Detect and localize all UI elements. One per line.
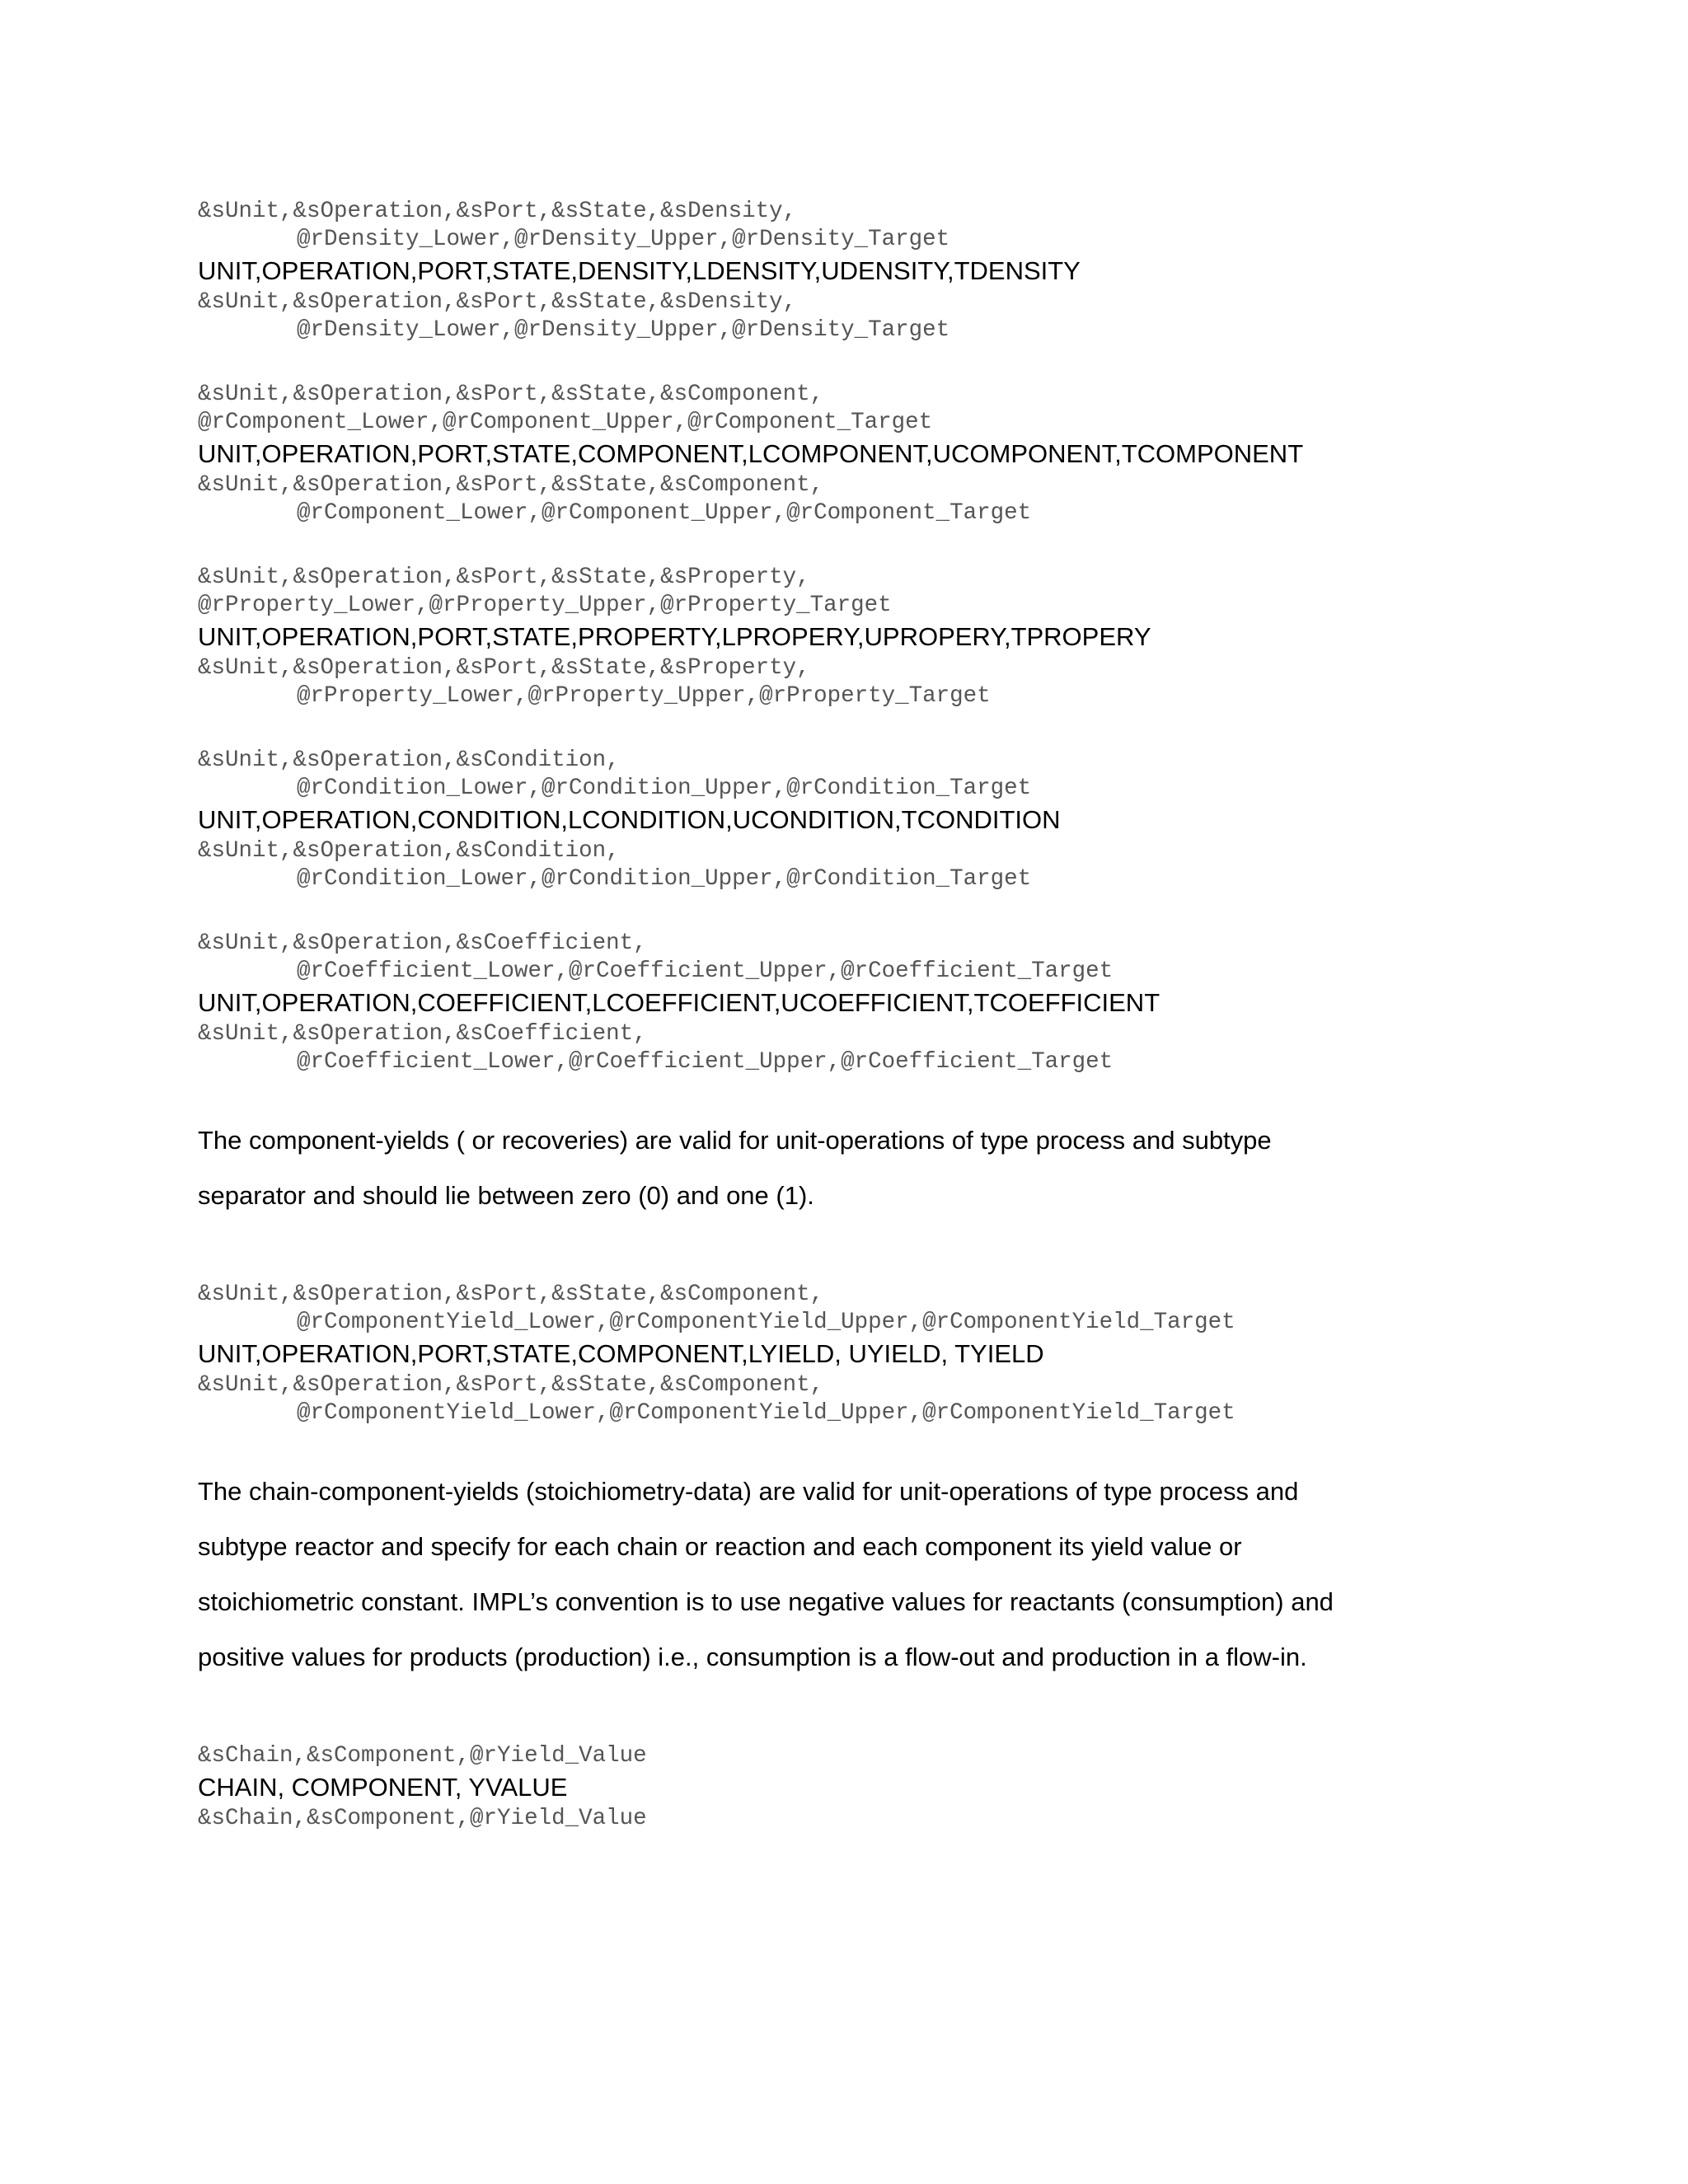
component-block bbox=[198, 381, 1484, 527]
code-line: &sUnit,&sOperation,&sCoefficient, bbox=[198, 930, 647, 956]
column-header: UNIT,OPERATION,CONDITION,LCONDITION,UCONDITION,TCONDITION bbox=[198, 805, 1061, 834]
code-line: @rComponent_Lower,@rComponent_Upper,@rComponent_Target bbox=[198, 410, 933, 435]
code-line: @rComponentYield_Lower,@rComponentYield_Upper,@rComponentYield_Target bbox=[297, 1400, 1236, 1426]
column-header: CHAIN, COMPONENT, YVALUE bbox=[198, 1773, 568, 1802]
code-line: &sUnit,&sOperation,&sPort,&sState,&sComponent, bbox=[198, 1282, 824, 1307]
property-block bbox=[198, 564, 1484, 710]
code-line: @rComponent_Lower,@rComponent_Upper,@rComponent_Target bbox=[297, 500, 1032, 526]
column-header: UNIT,OPERATION,PORT,STATE,COMPONENT,LYIELD, UYIELD, TYIELD bbox=[198, 1339, 1044, 1368]
code-line: @rProperty_Lower,@rProperty_Upper,@rProperty_Target bbox=[198, 593, 892, 618]
code-line: @rDensity_Lower,@rDensity_Upper,@rDensity_Target bbox=[297, 227, 950, 252]
code-line: &sUnit,&sOperation,&sPort,&sState,&sDensity, bbox=[198, 289, 797, 315]
code-line: &sUnit,&sOperation,&sCondition, bbox=[198, 838, 620, 864]
code-line: &sChain,&sComponent,@rYield_Value bbox=[198, 1743, 647, 1769]
code-line: &sUnit,&sOperation,&sPort,&sState,&sComponent, bbox=[198, 472, 824, 498]
code-line: &sUnit,&sOperation,&sPort,&sState,&sComponent, bbox=[198, 382, 824, 407]
coefficient-block bbox=[198, 930, 1484, 1076]
code-line: &sUnit,&sOperation,&sCondition, bbox=[198, 748, 620, 773]
code-line: @rComponentYield_Lower,@rComponentYield_Upper,@rComponentYield_Target bbox=[297, 1310, 1236, 1335]
density-block bbox=[198, 198, 1484, 344]
column-header: UNIT,OPERATION,PORT,STATE,DENSITY,LDENSITY,UDENSITY,TDENSITY bbox=[198, 256, 1081, 285]
code-line: @rProperty_Lower,@rProperty_Upper,@rProperty_Target bbox=[297, 683, 991, 709]
code-line: &sUnit,&sOperation,&sPort,&sState,&sDensity, bbox=[198, 199, 797, 224]
code-line: @rCondition_Lower,@rCondition_Upper,@rCondition_Target bbox=[297, 776, 1032, 801]
code-line: &sUnit,&sOperation,&sCoefficient, bbox=[198, 1021, 647, 1047]
code-line: @rCoefficient_Lower,@rCoefficient_Upper,@rCoefficient_Target bbox=[297, 1049, 1114, 1075]
code-line: &sChain,&sComponent,@rYield_Value bbox=[198, 1806, 647, 1831]
column-header: UNIT,OPERATION,COEFFICIENT,LCOEFFICIENT,UCOEFFICIENT,TCOEFFICIENT bbox=[198, 988, 1160, 1017]
paragraph-line: stoichiometric constant. IMPL’s convention is to use negative values for reactants (consumption) and bbox=[198, 1587, 1334, 1616]
code-line: &sUnit,&sOperation,&sPort,&sState,&sProperty, bbox=[198, 655, 810, 681]
chain-block bbox=[198, 1742, 1484, 1833]
paragraph-line: positive values for products (production) i.e., consumption is a flow-out and production in a flow-in. bbox=[198, 1643, 1307, 1671]
code-line: &sUnit,&sOperation,&sPort,&sState,&sProperty, bbox=[198, 565, 810, 590]
code-line: @rDensity_Lower,@rDensity_Upper,@rDensity_Target bbox=[297, 317, 950, 343]
chain-component-yields-paragraph bbox=[198, 1464, 1484, 1685]
component-yields-paragraph bbox=[198, 1113, 1484, 1223]
paragraph-line: The component-yields ( or recoveries) are valid for unit-operations of type process and subtype bbox=[198, 1126, 1272, 1155]
paragraph-line: subtype reactor and specify for each chain or reaction and each component its yield value or bbox=[198, 1532, 1242, 1561]
column-header: UNIT,OPERATION,PORT,STATE,PROPERTY,LPROPERY,UPROPERY,TPROPERY bbox=[198, 622, 1151, 651]
paragraph-line: The chain-component-yields (stoichiometry-data) are valid for unit-operations of type process and bbox=[198, 1477, 1299, 1506]
code-line: &sUnit,&sOperation,&sPort,&sState,&sComponent, bbox=[198, 1372, 824, 1398]
code-line: @rCoefficient_Lower,@rCoefficient_Upper,@rCoefficient_Target bbox=[297, 958, 1114, 984]
component-yield-block bbox=[198, 1281, 1484, 1427]
column-header: UNIT,OPERATION,PORT,STATE,COMPONENT,LCOMPONENT,UCOMPONENT,TCOMPONENT bbox=[198, 439, 1304, 468]
condition-block bbox=[198, 747, 1484, 893]
paragraph-line: separator and should lie between zero (0) and one (1). bbox=[198, 1181, 814, 1210]
code-line: @rCondition_Lower,@rCondition_Upper,@rCondition_Target bbox=[297, 866, 1032, 892]
document-content bbox=[198, 198, 1484, 1869]
